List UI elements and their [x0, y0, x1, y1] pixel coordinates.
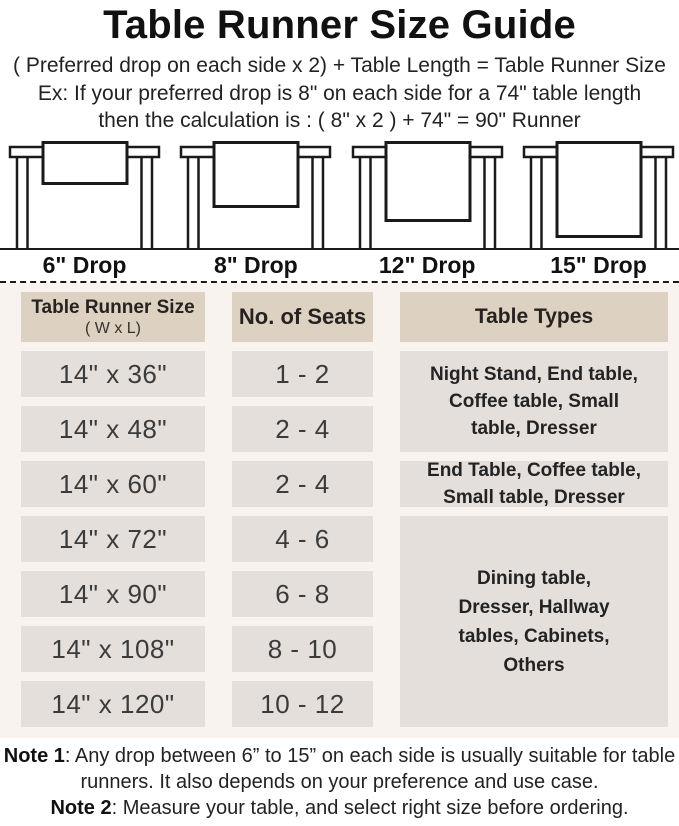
- types-line: Small table, Dresser: [443, 487, 625, 508]
- drop-labels-row: [0, 250, 679, 281]
- table-row-seats: 2 - 4: [232, 461, 373, 507]
- notes-section: [0, 743, 679, 821]
- table-row-size: 14" x 108": [21, 626, 205, 672]
- table-row-size: 14" x 60": [21, 461, 205, 507]
- note-2: [4, 795, 676, 821]
- runner: [43, 143, 127, 184]
- drop-label-8: 8" Drop: [213, 252, 298, 278]
- table-diagram-8in-drop: [179, 141, 332, 248]
- drop-label-15: 15" Drop: [550, 252, 647, 278]
- table-row-size: 14" x 48": [21, 406, 205, 452]
- note-1: [4, 743, 676, 795]
- header-runner-size-title: Table Runner Size: [31, 296, 195, 318]
- drop-label-6: 6" Drop: [42, 252, 127, 278]
- runner: [557, 143, 641, 237]
- table-diagram-15in-drop: [522, 141, 675, 248]
- header-runner-size: [21, 292, 205, 342]
- table-types-group-medium: [400, 461, 668, 507]
- runner: [214, 143, 298, 207]
- table-row-size: 14" x 90": [21, 571, 205, 617]
- table-row-size: 14" x 36": [21, 351, 205, 397]
- table-diagram-12in-drop: [351, 141, 504, 248]
- page-title: Table Runner Size Guide: [103, 3, 576, 47]
- types-line: tables, Cabinets,: [458, 625, 610, 647]
- table-row-size: 14" x 120": [21, 681, 205, 727]
- note-1-text: : Any drop between 6” to 15” on each side is usually suitable for table runners. It also depends on your preference and use case.: [64, 745, 676, 793]
- note-1-label: Note 1: [3, 745, 65, 767]
- table-row-seats: 6 - 8: [232, 571, 373, 617]
- types-line: Dresser, Hallway: [458, 596, 610, 618]
- example-line-2: then the calculation is : ( 8" x 2 ) + 74" = 90" Runner: [98, 109, 581, 132]
- runner: [386, 143, 470, 221]
- size-table: [0, 283, 679, 738]
- header-runner-size-sub: ( W x L): [85, 319, 141, 337]
- types-line: Dining table,: [477, 567, 591, 589]
- example-line-1: Ex: If your preferred drop is 8" on each side for a 74" table length: [37, 82, 642, 105]
- types-line: End Table, Coffee table,: [427, 460, 641, 481]
- drop-label-12: 12" Drop: [378, 252, 476, 278]
- table-types-group-small: [400, 351, 668, 452]
- types-line: Others: [503, 654, 565, 676]
- table-row-seats: 4 - 6: [232, 516, 373, 562]
- table-row-seats: 10 - 12: [232, 681, 373, 727]
- table-row-seats: 2 - 4: [232, 406, 373, 452]
- types-line: table, Dresser: [471, 418, 597, 439]
- header-seats: No. of Seats: [232, 292, 373, 342]
- note-2-text: : Measure your table, and select right size before ordering.: [111, 797, 629, 819]
- types-line: Night Stand, End table,: [430, 364, 638, 385]
- table-diagram-6in-drop: [8, 141, 161, 248]
- note-2-label: Note 2: [50, 797, 112, 819]
- header-table-types: Table Types: [400, 292, 668, 342]
- table-row-seats: 1 - 2: [232, 351, 373, 397]
- drop-illustrations-row: [0, 141, 679, 248]
- table-row-seats: 8 - 10: [232, 626, 373, 672]
- table-types-group-large: [400, 516, 668, 727]
- table-row-size: 14" x 72": [21, 516, 205, 562]
- types-line: Coffee table, Small: [449, 391, 619, 412]
- formula-line: ( Preferred drop on each side x 2) + Table Length = Table Runner Size: [13, 54, 666, 77]
